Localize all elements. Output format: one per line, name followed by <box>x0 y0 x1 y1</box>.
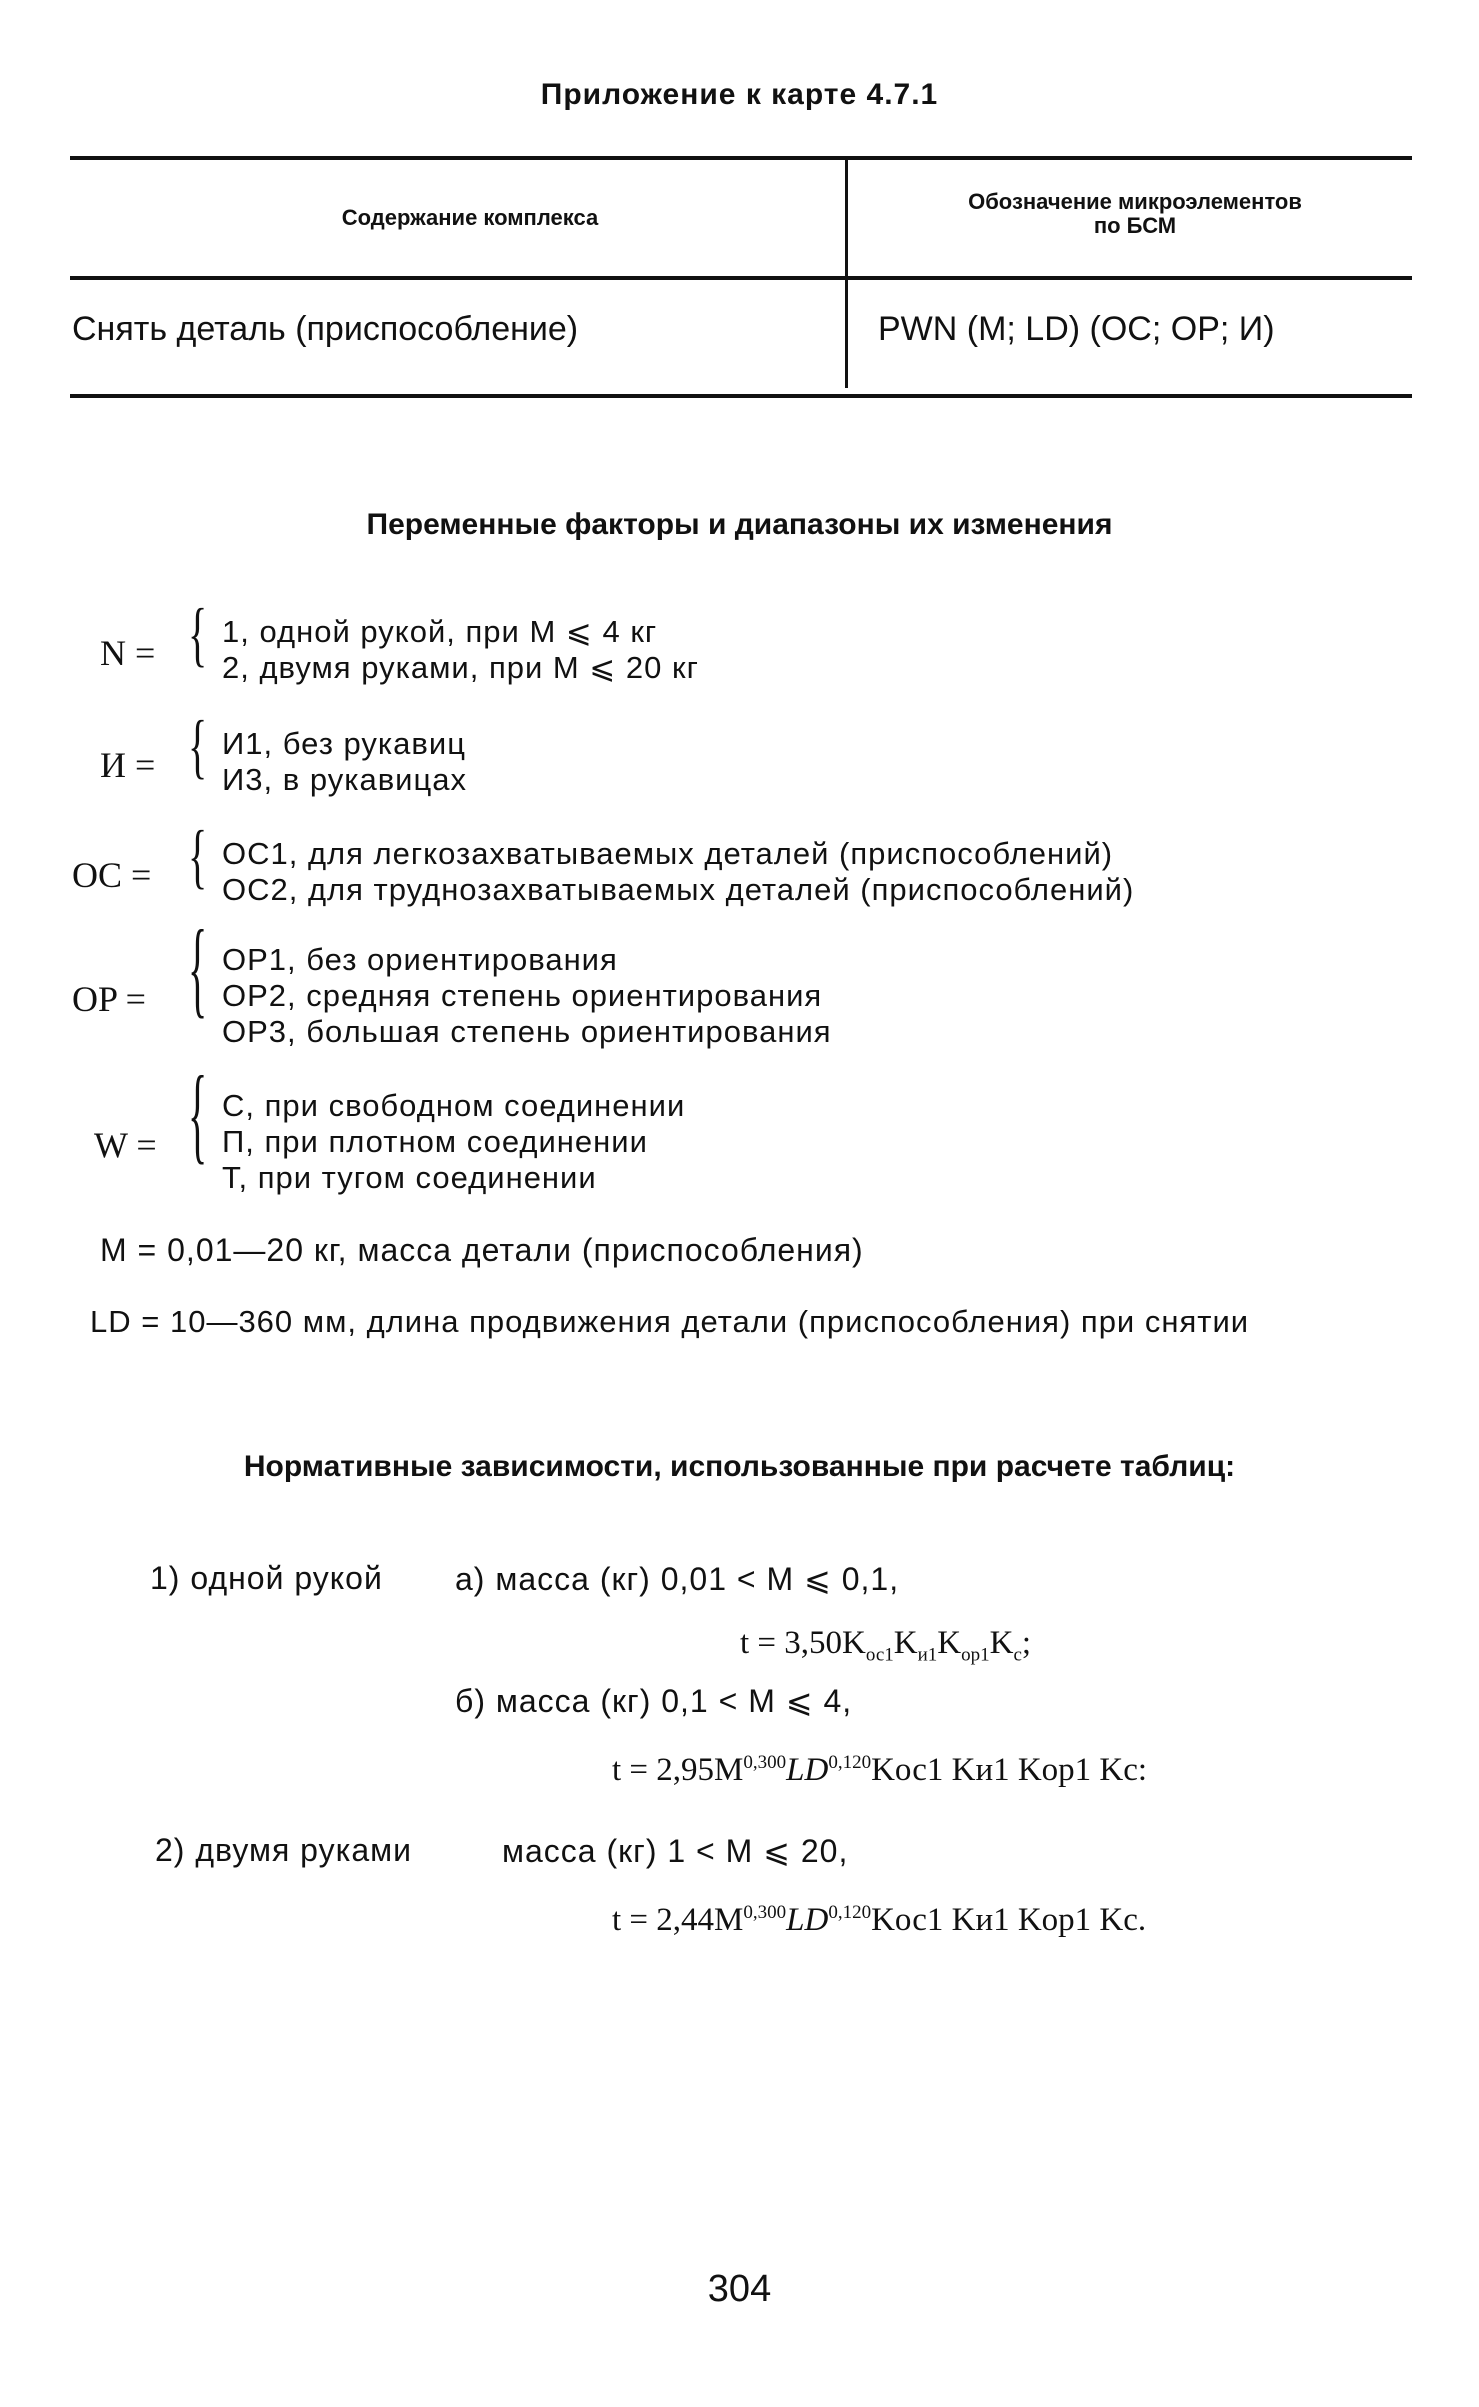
list-item: OP2, средняя степень ориентирования <box>222 978 823 1013</box>
ld-range: LD = 10—360 мм, длина продвижения детали (приспособления) при снятии <box>90 1304 1250 1339</box>
case1a-condition: а) масса (кг) 0,01 < M ⩽ 0,1, <box>455 1561 900 1597</box>
case2-condition: масса (кг) 1 < M ⩽ 20, <box>502 1833 849 1869</box>
factor-oc-options <box>222 836 1134 908</box>
formula-3-rest: Kос1 Kи1 Kор1 Kс. <box>871 1902 1147 1938</box>
formula-2-rest: Kос1 Kи1 Kор1 Kс: <box>871 1752 1148 1788</box>
formula-3-exp2: 0,120 <box>828 1902 872 1923</box>
formula-2 <box>612 1752 1147 1789</box>
factor-op-options <box>222 942 832 1050</box>
list-item: OP1, без ориентирования <box>222 942 618 977</box>
list-item: OC1, для легкозахватываемых деталей (приспособлений) <box>222 836 1114 871</box>
factor-w-options <box>222 1088 685 1196</box>
list-item: C, при свободном соединении <box>222 1088 686 1123</box>
table-bottom-rule <box>70 394 1412 398</box>
formula-1-sub2: и1 <box>917 1644 938 1666</box>
brace-w: { <box>188 1052 208 1175</box>
factor-n-label: N = <box>100 633 156 673</box>
factors-title: Переменные факторы и диапазоны их изменения <box>366 508 1113 541</box>
formula-1-lhs: t = 3,50K <box>740 1625 866 1661</box>
list-item: OC2, для труднозахватываемых деталей (приспособлений) <box>222 872 1135 907</box>
formula-1-k4: K <box>989 1625 1014 1661</box>
case1-label: 1) одной рукой <box>150 1560 383 1596</box>
formula-2-lhs: t = 2,95M <box>612 1752 744 1788</box>
formula-1-sub3: ор1 <box>961 1644 990 1666</box>
formula-1 <box>740 1625 1031 1667</box>
table-top-rule <box>70 156 1412 160</box>
brace-op: { <box>188 906 208 1029</box>
list-item: T, при тугом соединении <box>222 1160 597 1195</box>
formula-3-lhs: t = 2,44M <box>612 1902 744 1938</box>
row-designation: PWN (M; LD) (OC; OP; И) <box>878 310 1275 348</box>
list-item: И1, без рукавиц <box>222 726 466 761</box>
formula-1-end: ; <box>1021 1625 1032 1661</box>
case1b-condition: б) масса (кг) 0,1 < M ⩽ 4, <box>455 1683 853 1719</box>
formula-2-exp1: 0,300 <box>743 1752 787 1773</box>
norms-title: Нормативные зависимости, использованные при расчете таблиц: <box>243 1450 1236 1483</box>
formula-3 <box>612 1902 1146 1939</box>
mass-range: M = 0,01—20 кг, масса детали (приспособления) <box>100 1232 864 1268</box>
factor-w-label: W = <box>94 1125 157 1165</box>
formula-1-k3: K <box>937 1625 962 1661</box>
table-header-rule <box>70 276 1412 280</box>
col2-header <box>860 190 1410 238</box>
list-item: П, при плотном соединении <box>222 1124 648 1159</box>
col1-header: Содержание комплекса <box>341 205 599 230</box>
brace-i: { <box>188 705 208 786</box>
list-item: OP3, большая степень ориентирования <box>222 1014 832 1049</box>
list-item: И3, в рукавицах <box>222 762 467 797</box>
page-number: 304 <box>707 2268 772 2310</box>
table-column-divider <box>845 160 848 388</box>
list-item: 2, двумя руками, при M ⩽ 20 кг <box>222 650 699 685</box>
list-item: 1, одной рукой, при M ⩽ 4 кг <box>222 614 658 649</box>
factor-i-options <box>222 726 467 798</box>
row-content: Снять деталь (приспособление) <box>72 310 579 348</box>
case2-label: 2) двумя руками <box>155 1832 412 1868</box>
factor-i-label: И = <box>100 745 156 785</box>
col2-header-line2: по БСМ <box>1093 213 1177 238</box>
formula-3-exp1: 0,300 <box>743 1902 787 1923</box>
formula-1-sub1: ос1 <box>865 1644 894 1666</box>
formula-2-exp2: 0,120 <box>828 1752 872 1773</box>
col2-header-line1: Обозначение микроэлементов <box>968 189 1302 214</box>
factor-op-label: OP = <box>72 979 146 1019</box>
formula-1-k2: K <box>893 1625 918 1661</box>
brace-oc: { <box>188 815 208 896</box>
formula-3-ld: LD <box>786 1902 829 1938</box>
formula-1-sub4: с <box>1013 1644 1022 1666</box>
appendix-title: Приложение к карте 4.7.1 <box>540 78 939 111</box>
formula-2-ld: LD <box>786 1752 829 1788</box>
factor-n-options <box>222 614 699 686</box>
factor-oc-label: OC = <box>72 855 152 895</box>
brace-n: { <box>188 593 208 674</box>
